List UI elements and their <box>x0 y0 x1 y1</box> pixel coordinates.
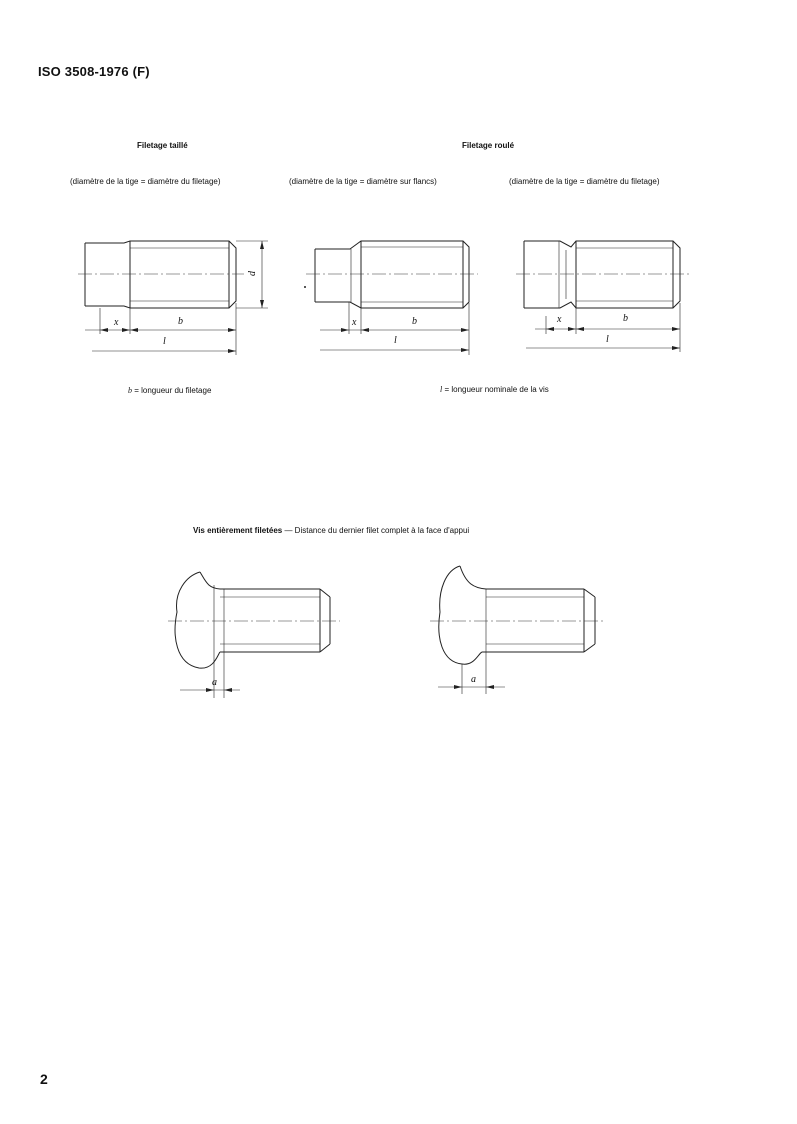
title-rolled-thread: Filetage roulé <box>462 141 515 150</box>
caption-rolled-major: (diamètre de la tige = diamètre du filetage) <box>509 177 660 186</box>
figure-rolled-major <box>516 241 690 352</box>
legend-l <box>440 385 549 394</box>
figure-cut-thread <box>78 241 268 355</box>
legend-l-text: = longueur nominale de la vis <box>442 385 549 394</box>
label-x-fig3: x <box>557 314 562 325</box>
section2-title-bold: Vis entièrement filetées <box>193 526 283 535</box>
legend-b <box>128 386 211 395</box>
label-l-fig1: l <box>163 336 166 347</box>
section2-title <box>193 526 469 535</box>
document-header: ISO 3508-1976 (F) <box>38 64 150 79</box>
label-l-fig2: l <box>394 335 397 346</box>
figure-full-thread-left <box>168 572 340 698</box>
label-a-fig4: a <box>212 677 217 688</box>
label-b-fig1: b <box>178 316 183 327</box>
caption-rolled-pitch: (diamètre de la tige = diamètre sur flancs) <box>289 177 437 186</box>
caption-cut-thread: (diamètre de la tige = diamètre du filetage) <box>70 177 221 186</box>
label-a-fig5: a <box>471 674 476 685</box>
section2-title-rest: — Distance du dernier filet complet à la face d'appui <box>282 526 470 535</box>
figure-rolled-pitch <box>304 241 478 355</box>
page-number: 2 <box>40 1071 48 1087</box>
title-cut-thread: Filetage taillé <box>137 141 188 150</box>
label-l-fig3: l <box>606 334 609 345</box>
legend-b-text: = longueur du filetage <box>132 386 212 395</box>
label-x-fig2: x <box>352 317 357 328</box>
label-d-fig1: d <box>247 271 258 276</box>
figure-full-thread-right <box>430 566 604 694</box>
legend-l-variable: l <box>440 385 443 394</box>
label-x-fig1: x <box>114 317 119 328</box>
legend-b-variable: b <box>128 386 132 395</box>
label-b-fig3: b <box>623 313 628 324</box>
label-b-fig2: b <box>412 316 417 327</box>
